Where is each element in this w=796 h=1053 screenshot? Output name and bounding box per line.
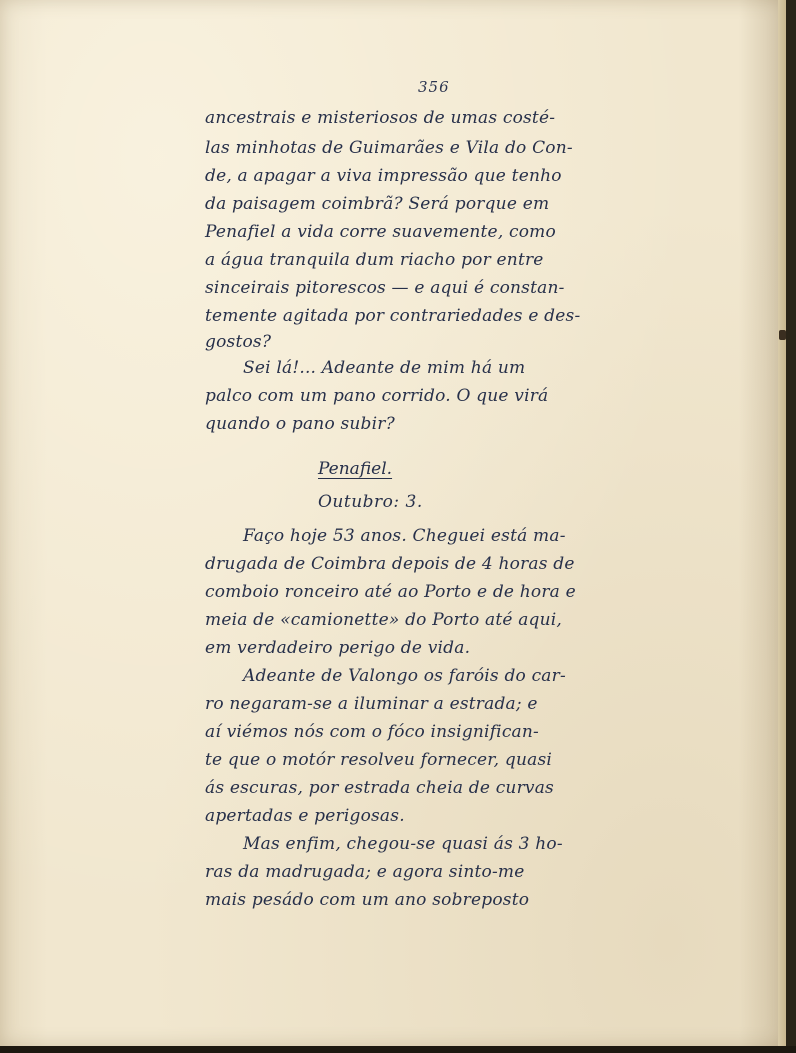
text-line: Sei lá!... Adeante de mim há um	[243, 358, 526, 378]
text-line: em verdadeiro perigo de vida.	[205, 638, 471, 658]
text-line: Faço hoje 53 anos. Cheguei está ma-	[243, 526, 566, 546]
text-line: apertadas e perigosas.	[205, 806, 405, 826]
text-line: gostos?	[205, 332, 272, 352]
scan-border-right	[786, 0, 796, 1053]
entry-heading-place: Penafiel.	[318, 459, 393, 479]
text-line: ras da madrugada; e agora sinto-me	[205, 862, 525, 882]
text-line: aí viémos nós com o fóco insignifican-	[205, 722, 539, 742]
text-line: de, a apagar a viva impressão que tenho	[205, 166, 562, 186]
text-line: Mas enfim, chegou-se quasi ás 3 ho-	[243, 834, 563, 854]
text-line: comboio ronceiro até ao Porto e de hora e	[205, 582, 576, 602]
page-edge	[778, 0, 786, 1046]
text-line: te que o motór resolveu fornecer, quasi	[205, 750, 553, 770]
text-line: las minhotas de Guimarães e Vila do Con-	[205, 138, 573, 158]
text-line: ancestrais e misteriosos de umas costé-	[205, 108, 556, 128]
text-line: a água tranquila dum riacho por entre	[205, 250, 544, 270]
text-line: temente agitada por contrariedades e des-	[205, 306, 581, 326]
text-line: palco com um pano corrido. O que virá	[205, 386, 549, 406]
text-line: mais pesádo com um ano sobreposto	[205, 890, 530, 910]
scan-border-bottom	[0, 1046, 796, 1053]
text-line: quando o pano subir?	[205, 414, 395, 434]
text-line: ás escuras, por estrada cheia de curvas	[205, 778, 554, 798]
text-line: drugada de Coimbra depois de 4 horas de	[205, 554, 575, 574]
page-number: 356	[418, 78, 450, 96]
entry-heading-date: Outubro: 3.	[318, 492, 423, 512]
text-line: da paisagem coimbrã? Será porque em	[205, 194, 550, 214]
pin-mark	[779, 330, 786, 340]
text-line: sinceirais pitorescos — e aqui é constan-	[205, 278, 565, 298]
text-line: meia de «camionette» do Porto até aqui,	[205, 610, 563, 630]
text-line: ro negaram-se a iluminar a estrada; e	[205, 694, 538, 714]
text-line: Adeante de Valongo os faróis do car-	[243, 666, 566, 686]
text-line: Penafiel a vida corre suavemente, como	[205, 222, 556, 242]
